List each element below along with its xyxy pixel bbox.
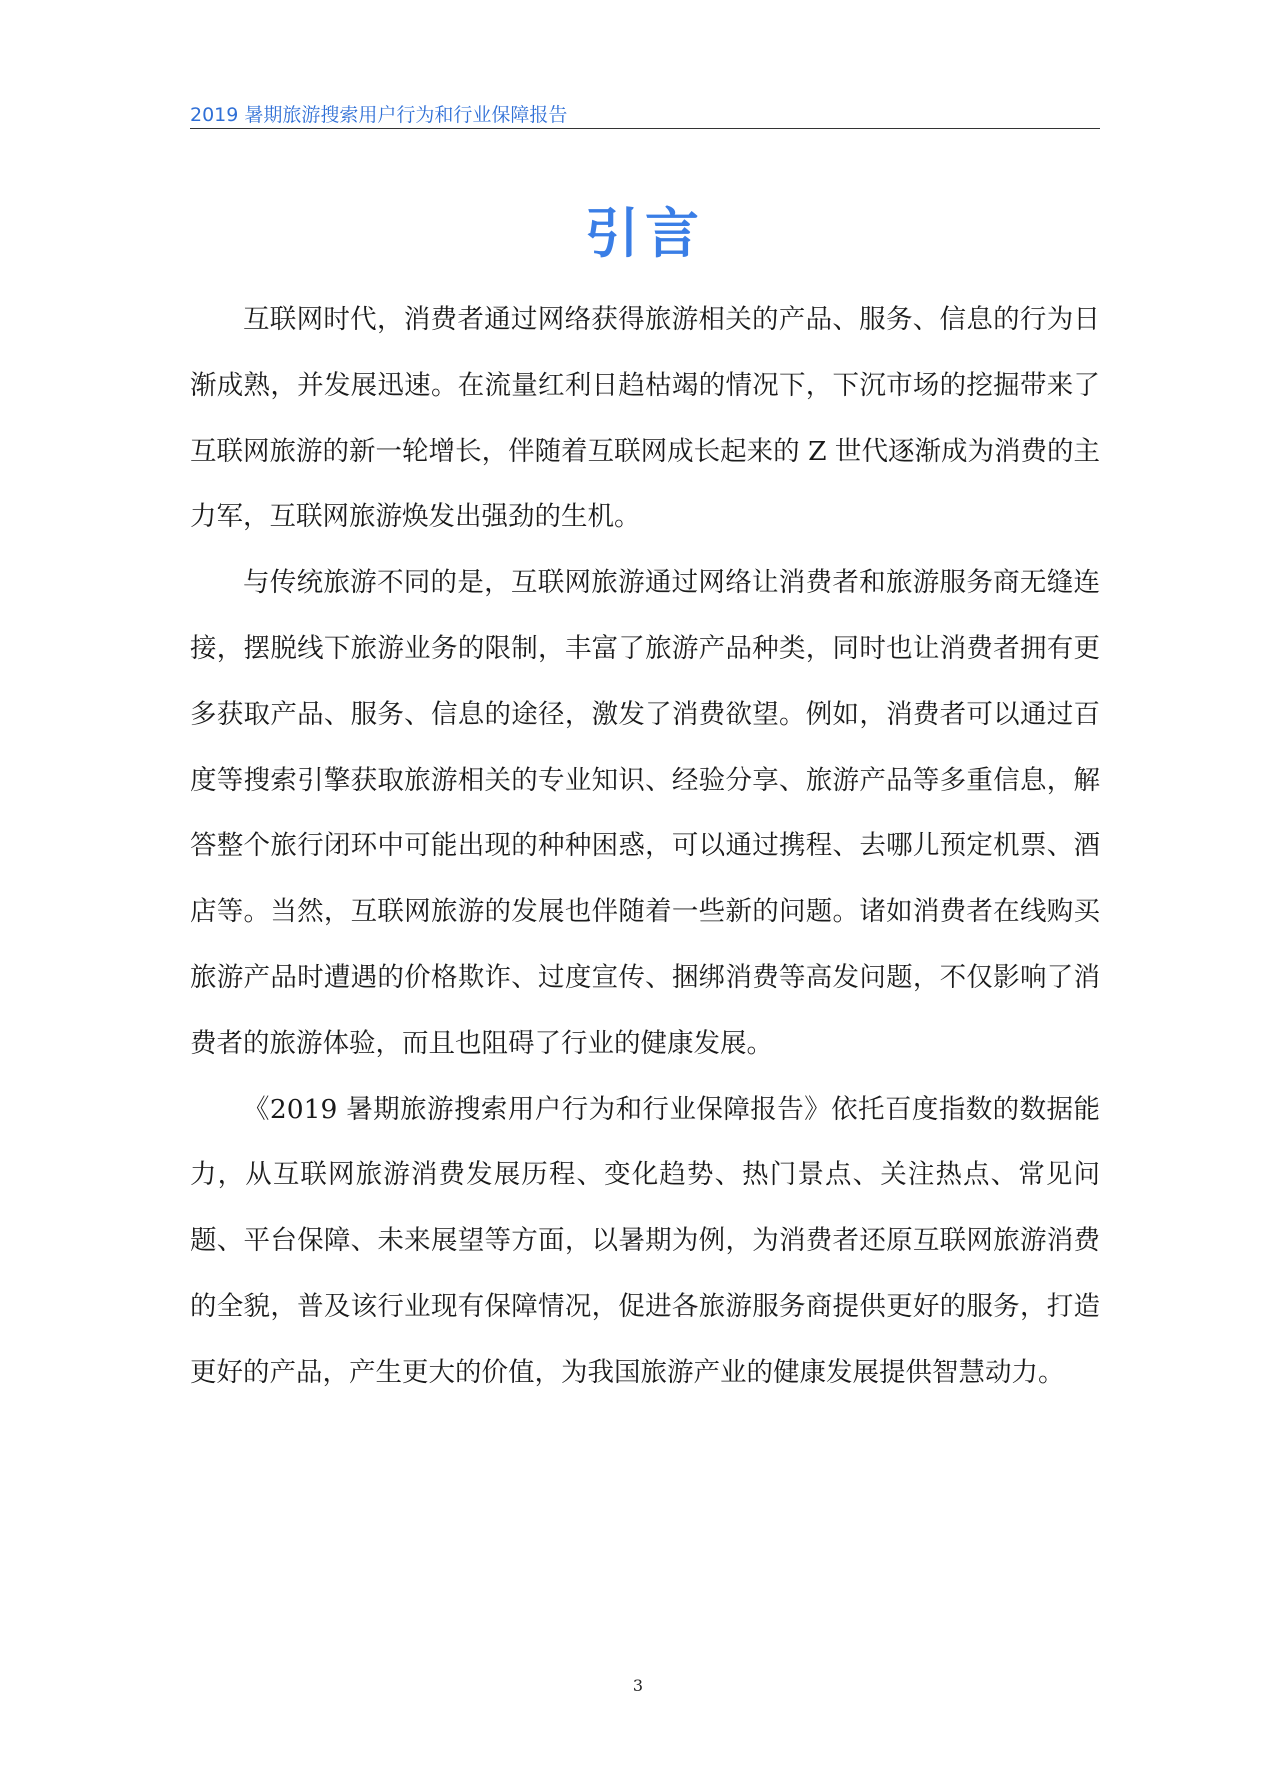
body-text xyxy=(190,287,1100,1406)
running-header: 2019 暑期旅游搜索用户行为和行业保障报告 xyxy=(190,104,568,126)
header-divider xyxy=(190,128,1100,129)
paragraph-1: 互联网时代，消费者通过网络获得旅游相关的产品、服务、信息的行为日渐成熟，并发展迅速。在流量红利日趋枯竭的情况下，下沉市场的挖掘带来了互联网旅游的新一轮增长，伴随着互联网成长起来的 Z 世代逐渐成为消费的主力军，互联网旅游焕发出强劲的生机。 xyxy=(190,304,1100,533)
paragraph-3: 《2019 暑期旅游搜索用户行为和行业保障报告》依托百度指数的数据能力，从互联网旅游消费发展历程、变化趋势、热门景点、关注热点、常见问题、平台保障、未来展望等方面，以暑期为例，为消费者还原互联网旅游消费的全貌，普及该行业现有保障情况，促进各旅游服务商提供更好的服务，打造更好的产品，产生更大的价值，为我国旅游产业的健康发展提供智慧动力。 xyxy=(190,1093,1100,1388)
paragraph-2: 与传统旅游不同的是，互联网旅游通过网络让消费者和旅游服务商无缝连接，摆脱线下旅游业务的限制，丰富了旅游产品种类，同时也让消费者拥有更多获取产品、服务、信息的途径，激发了消费欲望。例如，消费者可以通过百度等搜索引擎获取旅游相关的专业知识、经验分享、旅游产品等多重信息，解答整个旅行闭环中可能出现的种种困惑，可以通过携程、去哪儿预定机票、酒店等。当然，互联网旅游的发展也伴随着一些新的问题。诸如消费者在线购买旅游产品时遭遇的价格欺诈、过度宣传、捆绑消费等高发问题，不仅影响了消费者的旅游体验，而且也阻碍了行业的健康发展。 xyxy=(190,567,1100,1059)
page-number: 3 xyxy=(632,1676,644,1695)
section-title: 引言 xyxy=(585,202,705,266)
